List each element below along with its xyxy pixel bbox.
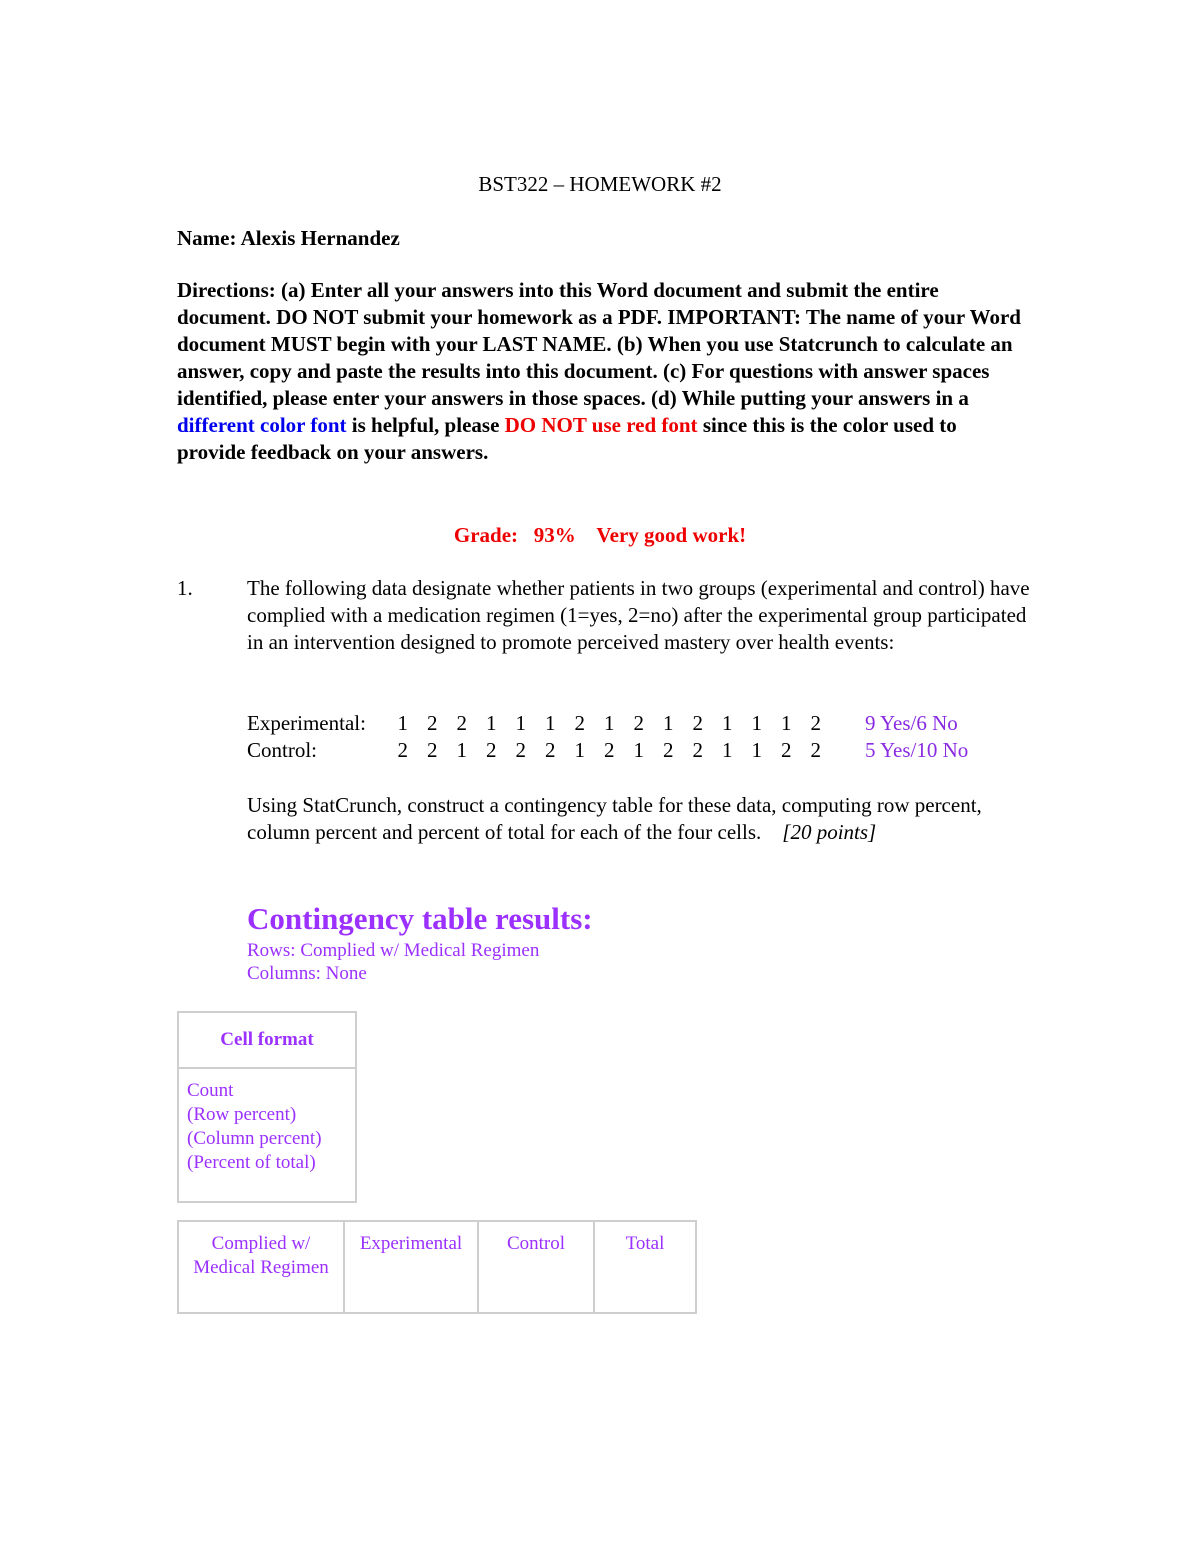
data-value: 2 <box>692 711 703 735</box>
name-label: Name: <box>177 226 237 250</box>
directions-text-3: since this is the color used to provide feedback on your answers. <box>177 413 957 464</box>
experimental-summary: 9 Yes/6 No <box>865 711 958 735</box>
table-header-row <box>178 1221 696 1313</box>
data-value: 1 <box>781 711 792 735</box>
cell-format-line: (Column percent) <box>187 1128 322 1149</box>
contingency-results-table <box>177 1220 697 1314</box>
data-value: 1 <box>604 711 615 735</box>
data-value: 2 <box>427 738 438 762</box>
cell-format-table <box>177 1011 357 1203</box>
student-name-line <box>177 224 400 252</box>
data-value: 2 <box>574 711 585 735</box>
data-value: 1 <box>545 711 556 735</box>
cell-format-line: Count <box>187 1080 234 1101</box>
control-label: Control: <box>247 738 318 762</box>
contingency-title: Contingency table results: <box>247 901 593 936</box>
data-value: 2 <box>427 711 438 735</box>
rows-label: Rows: Complied w/ Medical Regimen <box>247 940 540 961</box>
data-value: 2 <box>692 738 703 762</box>
directions-text-2: is helpful, please <box>346 413 505 437</box>
cell-format-body <box>178 1068 356 1202</box>
data-value: 2 <box>604 738 615 762</box>
header-cell-control: Control <box>478 1221 594 1313</box>
columns-label: Columns: None <box>247 963 367 984</box>
header-cell-complied: Complied w/ Medical Regimen <box>178 1221 344 1313</box>
data-value: 1 <box>751 738 762 762</box>
data-value: 1 <box>515 711 526 735</box>
directions-blue-text: different color font <box>177 413 347 437</box>
data-value: 2 <box>810 738 821 762</box>
data-value: 1 <box>633 738 644 762</box>
question-text: The following data designate whether patients in two groups (experimental and control) have complied with a medication regimen (1=yes, 2=no) after the experimental group participated in an intervention designed to promote perceived mastery over health events: <box>247 576 1030 654</box>
data-value: 1 <box>722 738 733 762</box>
instruction-text: Using StatCrunch, construct a contingency table for these data, computing row percent, column percent and percent of total for each of the four cells. <box>247 793 982 844</box>
cell-format-line: (Row percent) <box>187 1104 297 1125</box>
cell-format-line: (Percent of total) <box>187 1152 316 1173</box>
directions-red-text: DO NOT use red font <box>504 413 698 437</box>
data-value: 1 <box>663 711 674 735</box>
header-cell-total: Total <box>594 1221 696 1313</box>
data-value: 1 <box>486 711 497 735</box>
data-value: 2 <box>633 711 644 735</box>
directions-text-1: Directions: (a) Enter all your answers into this Word document and submit the entire document. DO NOT submit your homework as a PDF. IMPORTANT: The name of your Word document MUST begin with your LAST NAME. (b) When you use Statcrunch to calculate an answer, copy and paste the results into this document. (c) For questions with answer spaces identified, please enter your answers in those spaces. (d) While putting your answers in a <box>177 278 1021 410</box>
data-value: 2 <box>781 738 792 762</box>
data-value: 1 <box>397 711 408 735</box>
data-value: 2 <box>486 738 497 762</box>
data-value: 2 <box>663 738 674 762</box>
experimental-values <box>388 710 831 737</box>
question-instruction <box>247 792 1027 846</box>
data-value: 2 <box>515 738 526 762</box>
question-number: 1. <box>177 576 193 600</box>
points-label: [20 points] <box>782 820 877 844</box>
data-value: 2 <box>810 711 821 735</box>
control-summary: 5 Yes/10 No <box>865 738 969 762</box>
data-value: 2 <box>397 738 408 762</box>
header-cell-experimental: Experimental <box>344 1221 478 1313</box>
data-value: 2 <box>545 738 556 762</box>
directions-paragraph <box>177 277 1027 466</box>
data-value: 1 <box>456 738 467 762</box>
name-value: Alexis Hernandez <box>240 226 400 250</box>
experimental-label: Experimental: <box>247 711 366 735</box>
data-value: 1 <box>722 711 733 735</box>
grade-feedback: Grade: 93% Very good work! <box>453 523 747 547</box>
cell-format-header: Cell format <box>178 1012 356 1068</box>
data-value: 1 <box>751 711 762 735</box>
data-value: 2 <box>456 711 467 735</box>
page-title: BST322 – HOMEWORK #2 <box>478 172 722 196</box>
data-value: 1 <box>574 738 585 762</box>
control-values <box>388 737 831 764</box>
